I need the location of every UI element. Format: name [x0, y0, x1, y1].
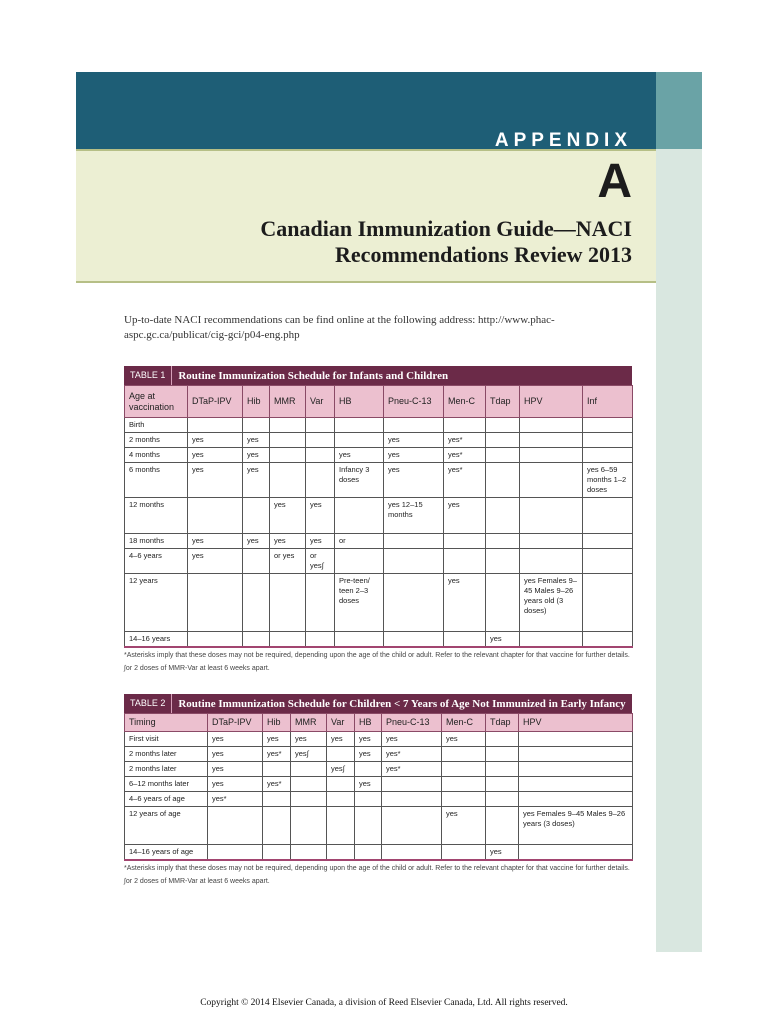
table-cell: yes: [208, 762, 263, 777]
table-cell: [583, 574, 633, 632]
table-cell: [486, 807, 519, 845]
table2-col-header: Hib: [263, 714, 291, 732]
table-cell: [442, 845, 486, 861]
table-cell: [382, 807, 442, 845]
table-cell: [382, 845, 442, 861]
table-cell: [327, 792, 355, 807]
table-cell: [291, 807, 327, 845]
table-cell: [327, 845, 355, 861]
table-row: [125, 845, 633, 861]
table2-header-bar: [124, 694, 632, 713]
table-cell: yes: [243, 534, 270, 549]
side-strip: [656, 72, 702, 952]
table-cell: [519, 762, 633, 777]
table-cell: [486, 448, 520, 463]
table-row: [125, 747, 633, 762]
table-cell: yes: [291, 732, 327, 747]
table-cell: [291, 792, 327, 807]
table-cell: yes: [384, 448, 444, 463]
table-cell: yes*: [444, 463, 486, 498]
table-cell: yes*: [263, 777, 291, 792]
table-cell: [188, 632, 243, 648]
table1-block: [124, 366, 632, 674]
table-cell: yes: [188, 433, 243, 448]
table-cell: [519, 732, 633, 747]
table-cell: yes: [306, 498, 335, 534]
table-cell: [384, 549, 444, 574]
table2-block: [124, 694, 632, 887]
table-cell: [306, 433, 335, 448]
table-cell: [243, 418, 270, 433]
table1-col-header: Pneu-C-13: [384, 386, 444, 418]
table-cell: [188, 498, 243, 534]
table-cell: [486, 549, 520, 574]
table1-col-header: Men-C: [444, 386, 486, 418]
table-cell: [442, 792, 486, 807]
table2-col-header: Men-C: [442, 714, 486, 732]
table-cell: [520, 433, 583, 448]
table-cell: yes 6–59 months 1–2 doses: [583, 463, 633, 498]
table-cell: yes: [243, 448, 270, 463]
table-cell: [270, 574, 306, 632]
table-cell: [583, 433, 633, 448]
table-cell: [291, 777, 327, 792]
table-cell: yes: [442, 732, 486, 747]
table-cell: [355, 792, 382, 807]
table2-col-header: MMR: [291, 714, 327, 732]
table-cell: [486, 732, 519, 747]
table-cell: [327, 747, 355, 762]
table-cell: [583, 448, 633, 463]
table-row: [125, 549, 633, 574]
table-cell: [263, 792, 291, 807]
table-cell: Birth: [125, 418, 188, 433]
table1: [124, 385, 633, 648]
table-cell: yes: [355, 747, 382, 762]
table-cell: yes*: [444, 448, 486, 463]
table-cell: yes: [442, 807, 486, 845]
table-cell: [270, 433, 306, 448]
table1-col-header: Inf: [583, 386, 633, 418]
table-cell: Pre-teen/ teen 2–3 doses: [335, 574, 384, 632]
table-cell: 12 years: [125, 574, 188, 632]
table-cell: [306, 418, 335, 433]
table-cell: [520, 632, 583, 648]
table2-number: TABLE 2: [124, 694, 172, 713]
table2-footnote-asterisk: *Asterisks imply that these doses may not be required, depending upon the age of the child or adult. Refer to the relevant chapter for that vaccine for further details.: [124, 865, 630, 872]
table-cell: [442, 747, 486, 762]
table-cell: 6 months: [125, 463, 188, 498]
table1-col-header: DTaP-IPV: [188, 386, 243, 418]
table2-footnote-integral: ∫or 2 doses of MMR-Var at least 6 weeks apart.: [124, 878, 270, 885]
table1-col-header: Var: [306, 386, 335, 418]
table-cell: [243, 632, 270, 648]
table-cell: [444, 632, 486, 648]
table2-col-header: HPV: [519, 714, 633, 732]
table1-header-bar: [124, 366, 632, 385]
table-cell: [291, 762, 327, 777]
table-cell: [583, 632, 633, 648]
table-cell: [335, 549, 384, 574]
table-cell: [263, 845, 291, 861]
table-cell: [208, 807, 263, 845]
table-cell: [263, 807, 291, 845]
table-row: [125, 498, 633, 534]
table-cell: [583, 549, 633, 574]
header-text-area: [76, 72, 656, 282]
table-cell: yes*: [263, 747, 291, 762]
table-cell: [263, 762, 291, 777]
table-cell: yes: [188, 549, 243, 574]
table-cell: yes*: [208, 792, 263, 807]
table-cell: [519, 777, 633, 792]
table-cell: [208, 845, 263, 861]
table2-title: Routine Immunization Schedule for Children < 7 Years of Age Not Immunized in Early Infancy: [178, 697, 626, 710]
table2-header-row: [125, 714, 633, 732]
table-cell: [355, 762, 382, 777]
table-cell: yes: [188, 448, 243, 463]
table-cell: yes: [188, 463, 243, 498]
table-row: [125, 807, 633, 845]
table-cell: [355, 845, 382, 861]
table-cell: [519, 792, 633, 807]
table1-header-row: [125, 386, 633, 418]
table-cell: [384, 534, 444, 549]
table-cell: yes: [243, 463, 270, 498]
appendix-label: APPENDIX: [494, 130, 632, 151]
table2-col-header: Pneu-C-13: [382, 714, 442, 732]
table-cell: [243, 549, 270, 574]
table1-number: TABLE 1: [124, 366, 172, 385]
table-cell: [270, 463, 306, 498]
table1-col-header: Age at vaccination: [125, 386, 188, 418]
table-cell: [583, 498, 633, 534]
table-cell: yes*: [382, 747, 442, 762]
table2-col-header: Timing: [125, 714, 208, 732]
table-cell: [382, 792, 442, 807]
table-cell: yes*: [382, 762, 442, 777]
table-cell: yes: [208, 732, 263, 747]
table-cell: yes: [263, 732, 291, 747]
table-cell: [520, 498, 583, 534]
table-cell: [188, 574, 243, 632]
table-cell: [486, 762, 519, 777]
table-cell: yes: [444, 498, 486, 534]
table-row: [125, 433, 633, 448]
table-cell: yes: [306, 534, 335, 549]
table-cell: [442, 777, 486, 792]
table-cell: [442, 762, 486, 777]
table-cell: [382, 777, 442, 792]
table-row: [125, 448, 633, 463]
table-cell: [583, 418, 633, 433]
table-row: [125, 418, 633, 433]
table-cell: [519, 845, 633, 861]
table-cell: [243, 498, 270, 534]
table-cell: yes: [355, 777, 382, 792]
table-cell: yes: [382, 732, 442, 747]
table-cell: [327, 777, 355, 792]
table-cell: 4 months: [125, 448, 188, 463]
table-cell: yes*: [444, 433, 486, 448]
table1-title: Routine Immunization Schedule for Infants and Children: [178, 369, 449, 382]
table-row: [125, 632, 633, 648]
table-cell: [270, 418, 306, 433]
table-cell: [384, 418, 444, 433]
table-cell: [486, 574, 520, 632]
table-cell: yes: [188, 534, 243, 549]
table-row: [125, 732, 633, 747]
table-cell: [520, 534, 583, 549]
table-cell: 12 months: [125, 498, 188, 534]
table-cell: [444, 549, 486, 574]
table-cell: [335, 433, 384, 448]
table-cell: 2 months later: [125, 762, 208, 777]
table-cell: yes: [444, 574, 486, 632]
table-cell: 18 months: [125, 534, 188, 549]
table-cell: yes: [335, 448, 384, 463]
table-cell: [486, 463, 520, 498]
table-cell: or yes: [270, 549, 306, 574]
table-cell: yes: [384, 463, 444, 498]
table-cell: 14–16 years of age: [125, 845, 208, 861]
table-cell: [486, 792, 519, 807]
table-cell: [486, 747, 519, 762]
table-cell: 12 years of age: [125, 807, 208, 845]
table-cell: yes: [355, 732, 382, 747]
table-cell: [486, 498, 520, 534]
table-cell: [444, 534, 486, 549]
table-cell: [520, 418, 583, 433]
table-cell: First visit: [125, 732, 208, 747]
table-cell: [306, 463, 335, 498]
table-cell: [583, 534, 633, 549]
table-cell: yes: [327, 732, 355, 747]
table-cell: [243, 574, 270, 632]
table-cell: 2 months later: [125, 747, 208, 762]
table-cell: [486, 534, 520, 549]
table2-col-header: Var: [327, 714, 355, 732]
table-cell: yes: [270, 534, 306, 549]
table-cell: [520, 549, 583, 574]
table-cell: yes: [270, 498, 306, 534]
table-cell: [291, 845, 327, 861]
table-cell: 4–6 years of age: [125, 792, 208, 807]
table1-col-header: MMR: [270, 386, 306, 418]
table-cell: [306, 448, 335, 463]
table-cell: 6–12 months later: [125, 777, 208, 792]
intro-paragraph: Up-to-date NACI recommendations can be find online at the following address: http://www.phac-aspc.gc.ca/publicat/cig-gci/p04-eng.php: [124, 314, 555, 341]
copyright-notice: Copyright © 2014 Elsevier Canada, a division of Reed Elsevier Canada, Ltd. All rights reserved.: [200, 998, 568, 1008]
table-cell: yes∫: [327, 762, 355, 777]
table-cell: [335, 418, 384, 433]
table-cell: or: [335, 534, 384, 549]
table-cell: yes: [486, 845, 519, 861]
table-cell: [486, 418, 520, 433]
table-cell: Infancy 3 doses: [335, 463, 384, 498]
table-cell: yes Females 9–45 Males 9–26 years old (3 doses): [520, 574, 583, 632]
table1-footnote-asterisk: *Asterisks imply that these doses may not be required, depending upon the age of the child or adult. Refer to the relevant chapter for that vaccine for further details.: [124, 652, 630, 659]
table-cell: yes∫: [291, 747, 327, 762]
table1-col-header: Hib: [243, 386, 270, 418]
table-cell: 14–16 years: [125, 632, 188, 648]
table-cell: yes: [384, 433, 444, 448]
table-cell: [520, 463, 583, 498]
table-cell: yes Females 9–45 Males 9–26 years (3 doses): [519, 807, 633, 845]
table-row: [125, 762, 633, 777]
table-cell: [444, 418, 486, 433]
table-cell: [327, 807, 355, 845]
table2: [124, 713, 633, 861]
page-title-line1: Canadian Immunization Guide—NACI: [260, 216, 632, 241]
table1-col-header: HPV: [520, 386, 583, 418]
table-row: [125, 777, 633, 792]
table-cell: [519, 747, 633, 762]
table-cell: yes: [208, 777, 263, 792]
table1-col-header: Tdap: [486, 386, 520, 418]
table-cell: [335, 632, 384, 648]
table-cell: [188, 418, 243, 433]
table-cell: [306, 574, 335, 632]
appendix-letter: A: [597, 155, 632, 208]
table-cell: yes 12–15 months: [384, 498, 444, 534]
table2-col-header: DTaP-IPV: [208, 714, 263, 732]
table-row: [125, 463, 633, 498]
table-cell: [270, 448, 306, 463]
table-cell: [384, 574, 444, 632]
table-row: [125, 574, 633, 632]
table2-col-header: Tdap: [486, 714, 519, 732]
table2-col-header: HB: [355, 714, 382, 732]
page-title-line2: Recommendations Review 2013: [335, 242, 632, 267]
table-cell: [486, 433, 520, 448]
table-cell: [486, 777, 519, 792]
table1-col-header: HB: [335, 386, 384, 418]
table-cell: 4–6 years: [125, 549, 188, 574]
table-cell: [355, 807, 382, 845]
table-row: [125, 792, 633, 807]
table-cell: [270, 632, 306, 648]
table-cell: or yes∫: [306, 549, 335, 574]
table-cell: [520, 448, 583, 463]
table-cell: [306, 632, 335, 648]
table-cell: 2 months: [125, 433, 188, 448]
table-cell: yes: [208, 747, 263, 762]
table-row: [125, 534, 633, 549]
table1-footnote-integral: ∫or 2 doses of MMR-Var at least 6 weeks apart.: [124, 665, 270, 672]
table-cell: [384, 632, 444, 648]
side-strip-accent: [656, 72, 702, 149]
table-cell: [335, 498, 384, 534]
table-cell: yes: [243, 433, 270, 448]
table-cell: yes: [486, 632, 520, 648]
